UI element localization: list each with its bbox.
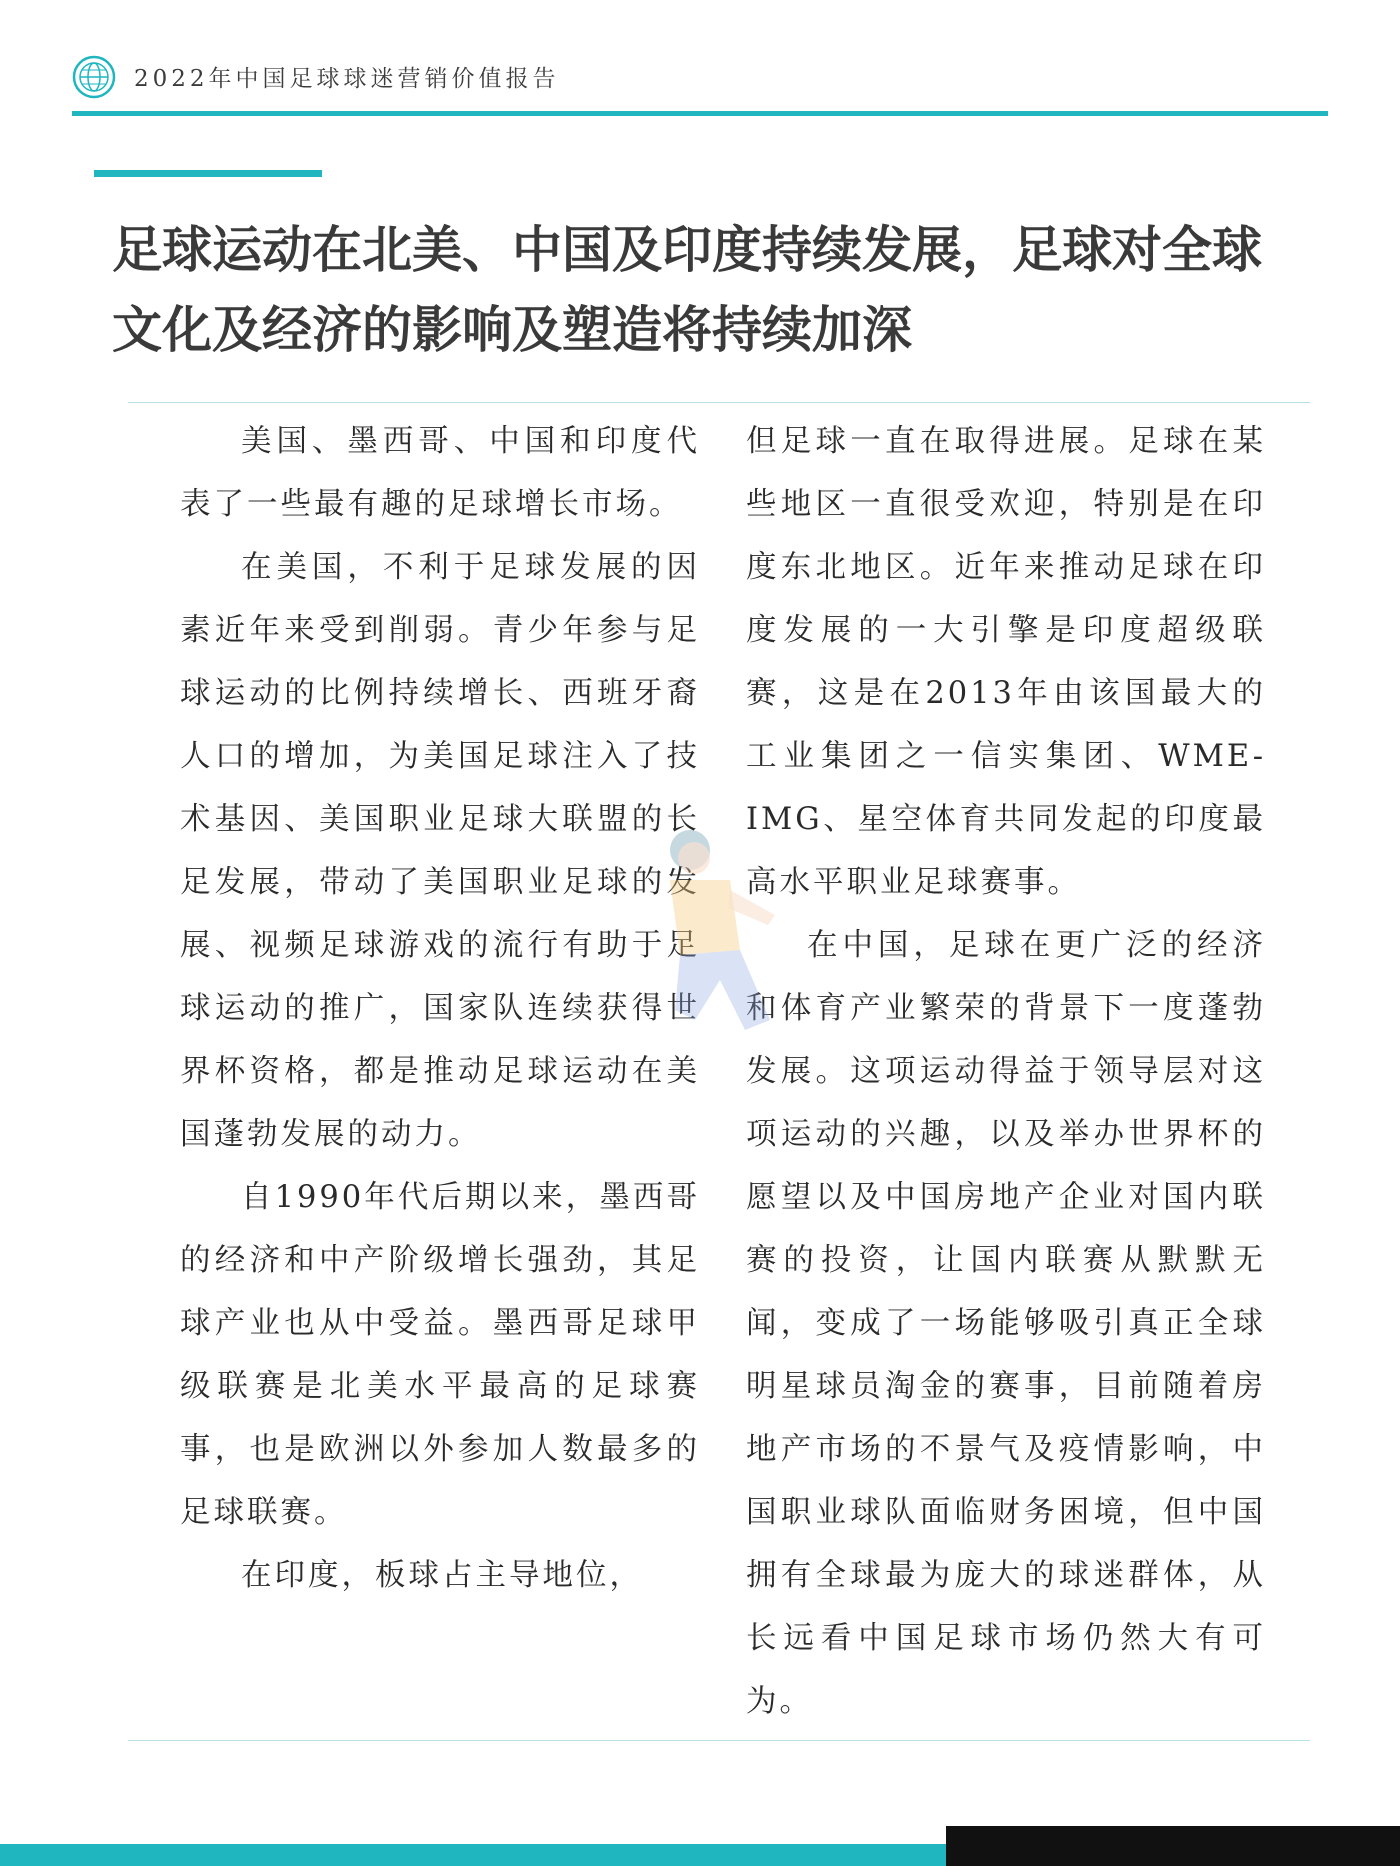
footer-dark-block [946, 1826, 1400, 1866]
football-player-watermark-icon [650, 820, 790, 1050]
globe-emblem-icon [72, 55, 116, 99]
paragraph: 自1990年代后期以来，墨西哥的经济和中产阶级增长强劲，其足球产业也从中受益。墨西哥足球甲级联赛是北美水平最高的足球赛事，也是欧洲以外参加人数最多的足球联赛。 [180, 1180, 700, 1530]
paragraph: 在美国，不利于足球发展的因素近年来受到削弱。青少年参与足球运动的比例持续增长、西班牙裔人口的增加，为美国足球注入了技术基因、美国职业足球大联盟的长足发展，带动了美国职业足球的发展、视频足球游戏的流行有助于足球运动的推广，国家队连续获得世界杯资格，都是推动足球运动在美国蓬勃发展的动力。 [180, 550, 700, 1152]
paragraph: 美国、墨西哥、中国和印度代表了一些最有趣的足球增长市场。 [180, 424, 700, 522]
right-text-column [746, 410, 1266, 1733]
header-divider [72, 111, 1328, 116]
body-top-divider [128, 402, 1310, 403]
paragraph: 在中国，足球在更广泛的经济和体育产业繁荣的背景下一度蓬勃发展。这项运动得益于领导层对这项运动的兴趣，以及举办世界杯的愿望以及中国房地产企业对国内联赛的投资，让国内联赛从默默无闻，变成了一场能够吸引真正全球明星球员淘金的赛事，目前随着房地产市场的不景气及疫情影响，中国职业球队面临财务困境，但中国拥有全球最为庞大的球迷群体，从长远看中国足球市场仍然大有可为。 [746, 928, 1266, 1719]
report-title: 2022年中国足球球迷营销价值报告 [134, 66, 560, 92]
body-bottom-divider [128, 1740, 1310, 1741]
section-accent-bar [94, 170, 322, 177]
page-headline: 足球运动在北美、中国及印度持续发展，足球对全球文化及经济的影响及塑造将持续加深 [112, 221, 1262, 359]
paragraph: 但足球一直在取得进展。足球在某些地区一直很受欢迎，特别是在印度东北地区。近年来推动足球在印度发展的一大引擎是印度超级联赛，这是在2013年由该国最大的工业集团之一信实集团、WME-IMG、星空体育共同发起的印度最高水平职业足球赛事。 [746, 424, 1266, 900]
paragraph: 在印度，板球占主导地位， [241, 1558, 643, 1593]
left-text-column [180, 410, 700, 1607]
